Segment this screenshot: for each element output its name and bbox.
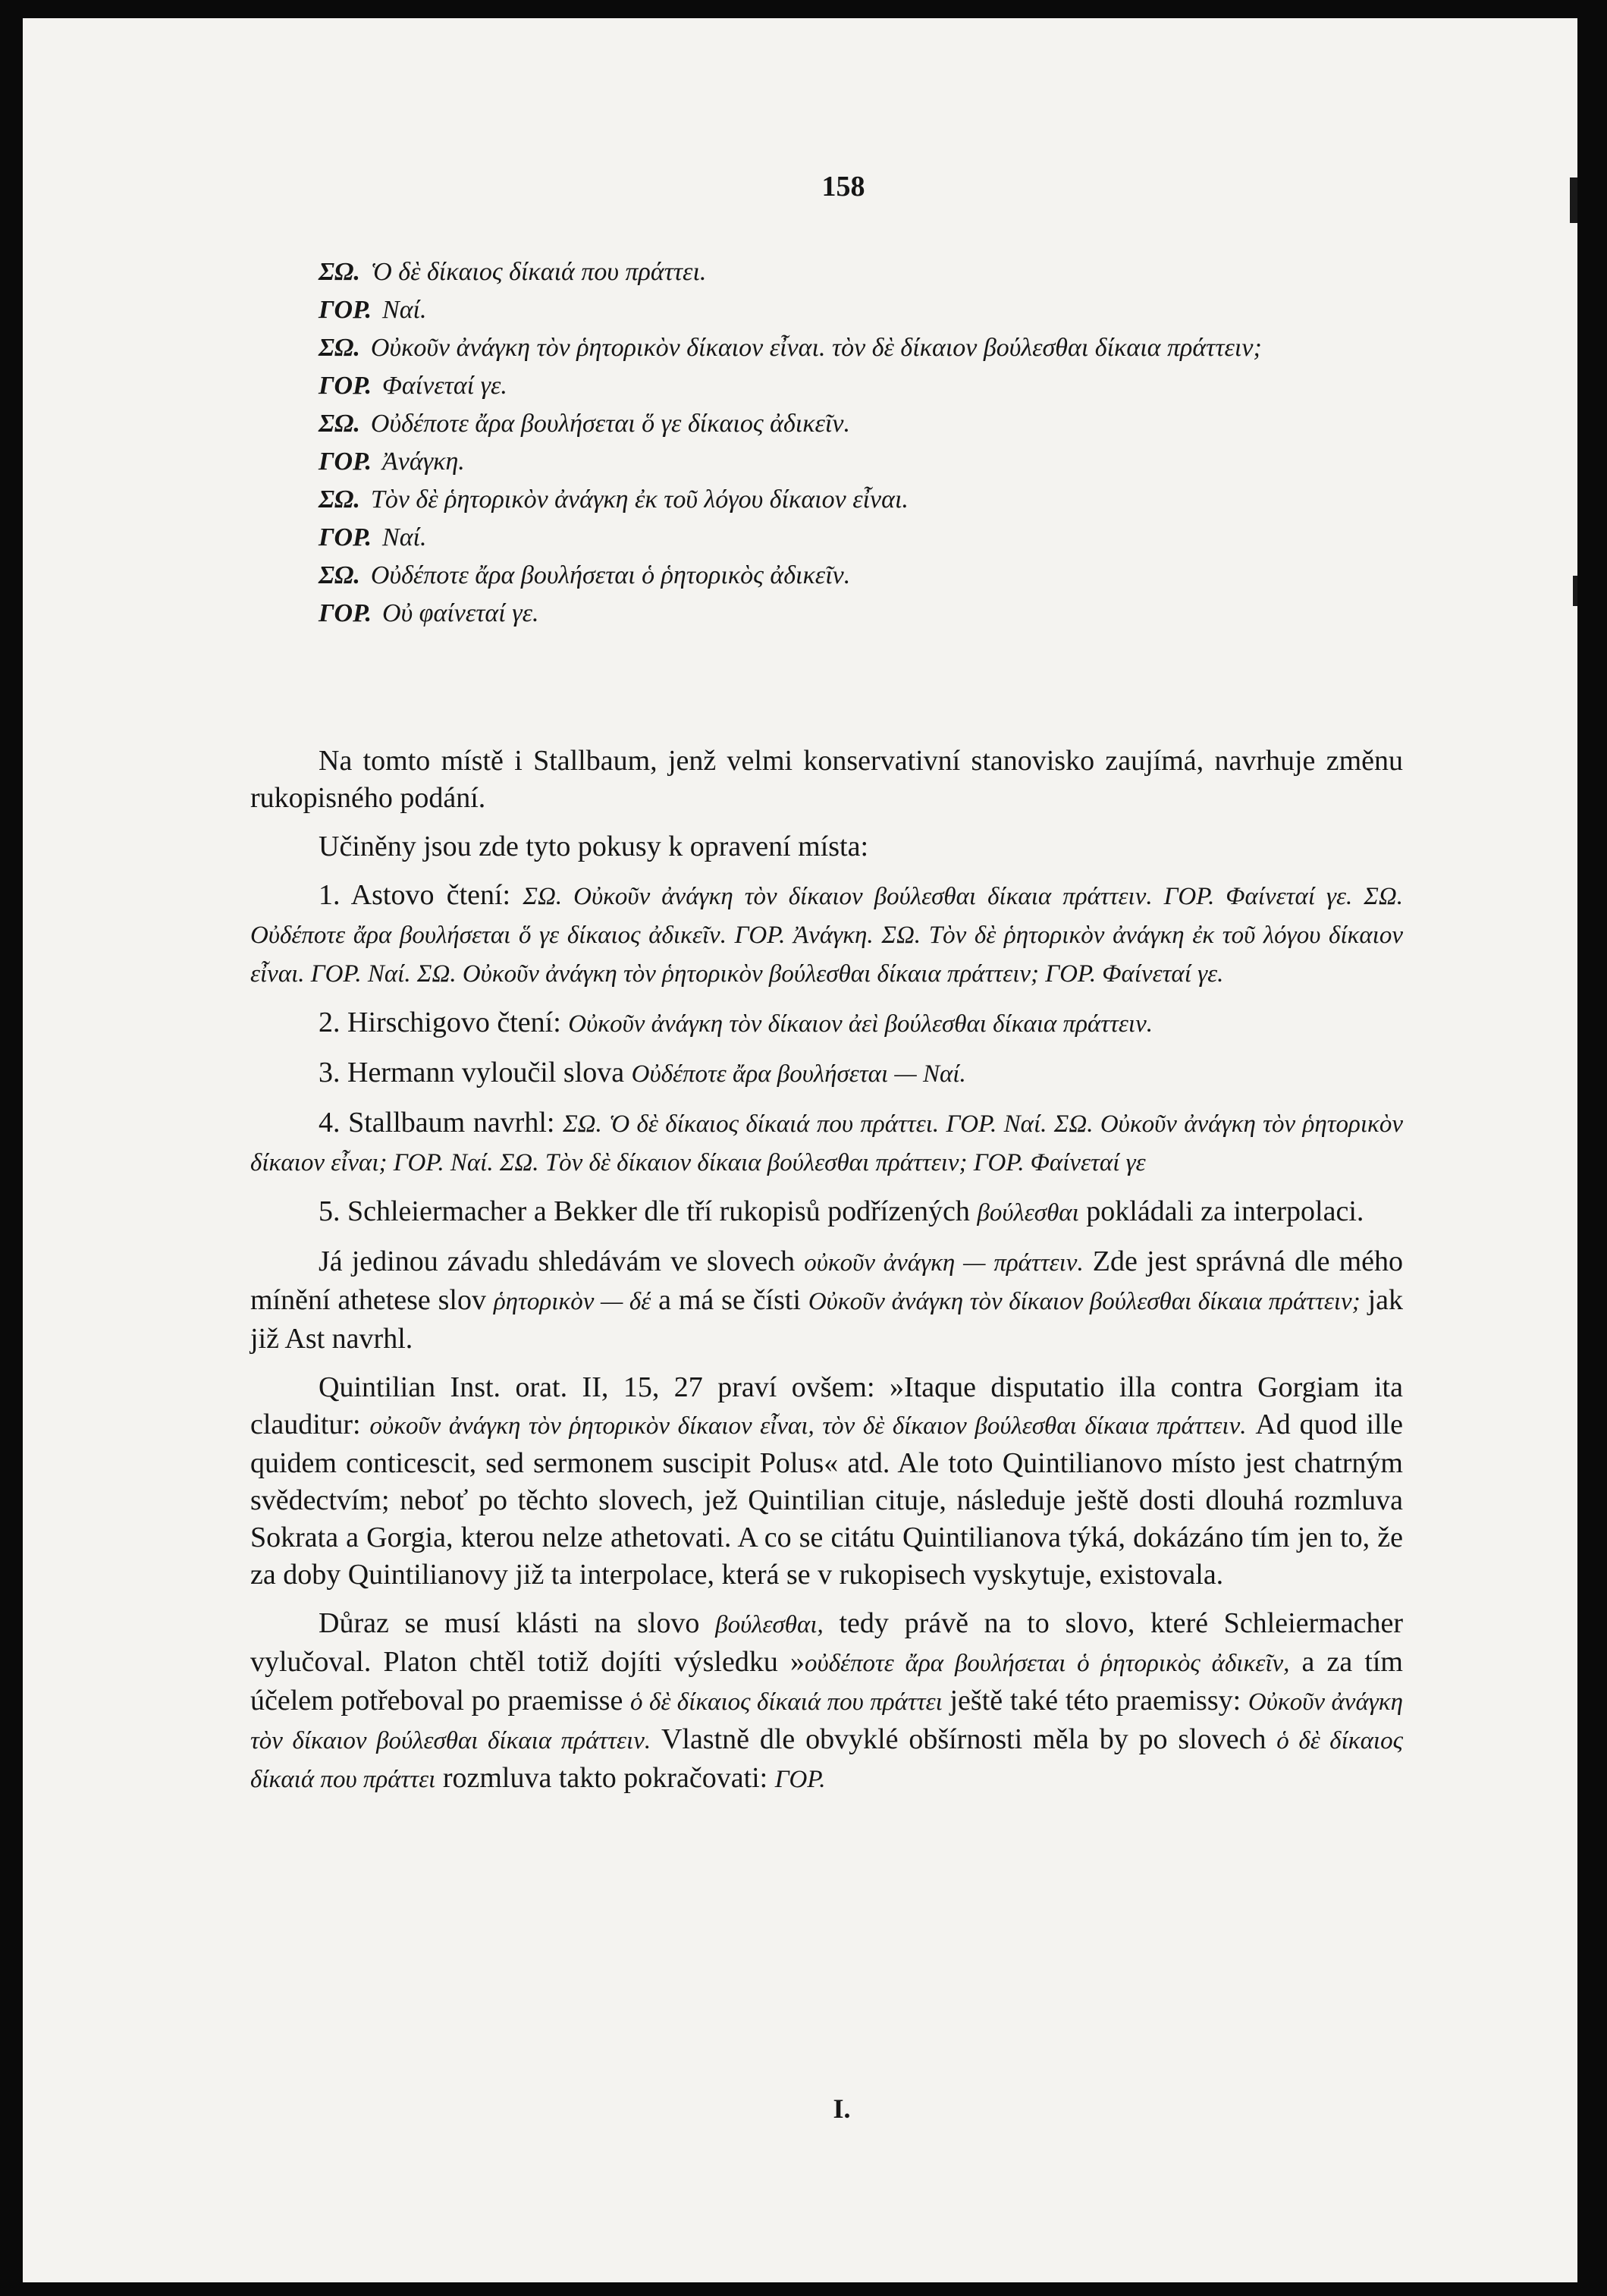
greek-quote: ΓΟΡ.	[774, 1766, 826, 1793]
paragraph	[250, 1004, 1403, 1043]
greek-quote: Οὐκοῦν ἀνάγκη τὸν δίκαιον ἀεὶ βούλεσθαι δίκαια πράττειν.	[568, 1010, 1153, 1038]
dialogue-text: Οὐ φαίνεταί γε.	[382, 599, 539, 627]
dialogue-text: Τὸν δὲ ῥητορικὸν ἀνάγκη ἐκ τοῦ λόγου δίκαιον εἶναι.	[370, 485, 909, 514]
paragraph	[250, 1104, 1403, 1182]
paragraph-text: Quintilian Inst. orat. II, 15, 27 praví ovšem: »Itaque disputatio illa contra Gorgiam ita clauditur:	[250, 1371, 1403, 1440]
dialogue-line	[250, 367, 1403, 405]
greek-quote: ῥητορικὸν — δέ	[493, 1288, 651, 1315]
dialogue-line	[250, 481, 1403, 519]
paragraph-text: ještě také této praemissy:	[942, 1685, 1248, 1717]
paragraph-text: 5. Schleiermacher a Bekker dle tří rukopisů podřízených	[319, 1195, 978, 1227]
greek-quote: οὐκοῦν ἀνάγκη τὸν ῥητορικὸν δίκαιον εἶναι, τὸν δὲ δίκαιον βούλεσθαι δίκαια πράττειν.	[369, 1412, 1247, 1440]
dialogue-text: Ναί.	[382, 296, 427, 324]
paragraph	[250, 1243, 1403, 1358]
speaker-label: ΓΟΡ.	[319, 448, 372, 476]
greek-quote: οὐδέποτε ἄρα βουλήσεται ὁ ῥητορικὸς ἀδικεῖν,	[804, 1650, 1290, 1677]
dialogue-text: Ἀνάγκη.	[382, 448, 465, 476]
speaker-label: ΣΩ.	[319, 410, 360, 438]
paragraph-text: pokládali za interpolaci.	[1078, 1195, 1364, 1227]
dialogue-text: Οὐκοῦν ἀνάγκη τὸν ῥητορικὸν δίκαιον εἶναι. τὸν δὲ δίκαιον βούλεσθαι δίκαια πράττειν;	[370, 334, 1262, 362]
paragraph-text: 4. Stallbaum navrhl:	[319, 1107, 563, 1139]
paragraph-text: tedy právě na to slovo, které Schleiermacher vylučoval. Platon chtěl totiž dojíti výsledku »	[250, 1607, 1403, 1678]
dialogue-text: Οὐδέποτε ἄρα βουλήσεται ὁ ῥητορικὸς ἀδικεῖν.	[370, 561, 851, 589]
scan-edge-shadow	[1573, 576, 1577, 606]
speaker-label: ΣΩ.	[319, 561, 360, 589]
greek-dialogue	[250, 253, 1403, 633]
paragraph-text: Ad quod ille quidem conticescit, sed sermonem suscipit Polus« atd. Ale toto Quintilianovo místo jest chatrným svědectvím; neboť po těchto slovech, jež Quintilian cituje, následuje ještě dosti dlouhá rozmluva Sokrata a Gorgia, kterou nelze athetovati. A co se citátu Quintilianova týká, dokázáno tím jen to, že za doby Quintilianovy již ta interpolace, která se v rukopisech vyskytuje, existovala.	[250, 1409, 1403, 1591]
speaker-label: ΣΩ.	[319, 334, 360, 362]
speaker-label: ΓΟΡ.	[319, 599, 372, 627]
dialogue-line	[250, 253, 1403, 291]
greek-quote: οὐκοῦν ἀνάγκη — πράττειν.	[804, 1249, 1084, 1277]
dialogue-line	[250, 519, 1403, 557]
greek-quote: ὁ δὲ δίκαιος δίκαιά που πράττει	[630, 1688, 943, 1716]
dialogue-line	[250, 443, 1403, 481]
document-page	[23, 18, 1577, 2282]
dialogue-line	[250, 405, 1403, 443]
paragraph-text: Učiněny jsou zde tyto pokusy k opravení místa:	[319, 831, 869, 862]
paragraph	[250, 828, 1403, 865]
paragraph-text: 3. Hermann vyloučil slova	[319, 1057, 632, 1088]
dialogue-text: Οὐδέποτε ἄρα βουλήσεται ὅ γε δίκαιος ἀδικεῖν.	[370, 410, 850, 438]
greek-quote: ὁ δὲ δίκαιος δίκαιά που πράττει	[250, 1727, 1403, 1793]
dialogue-text: Φαίνεταί γε.	[382, 372, 507, 400]
paragraph	[250, 743, 1403, 817]
greek-quote: Οὐκοῦν ἀνάγκη τὸν δίκαιον βούλεσθαι δίκαια πράττειν;	[808, 1288, 1361, 1315]
scan-edge-shadow	[1570, 177, 1577, 223]
paragraph-text: Zde jest správná dle mého mínění athetese slov	[250, 1245, 1403, 1316]
paragraph	[250, 877, 1403, 993]
speaker-label: ΓΟΡ.	[319, 372, 372, 400]
greek-quote: βούλεσθαι	[977, 1199, 1079, 1227]
paragraph-text: a má se čísti	[651, 1284, 808, 1316]
greek-quote: Οὐδέποτε ἄρα βουλήσεται — Ναί.	[631, 1060, 966, 1088]
dialogue-line	[250, 329, 1403, 367]
paragraph-text: jak již Ast navrhl.	[250, 1284, 1403, 1355]
paragraph-text: 2. Hirschigovo čtení:	[319, 1007, 569, 1038]
paragraph-text: Na tomto místě i Stallbaum, jenž velmi konservativní stanovisko zaujímá, navrhuje změnu rukopisného podání.	[250, 745, 1403, 814]
paragraph-text: Vlastně dle obvyklé obšírnosti měla by po slovech	[651, 1723, 1277, 1755]
speaker-label: ΣΩ.	[319, 485, 360, 514]
dialogue-line	[250, 595, 1403, 633]
paragraph	[250, 1369, 1403, 1594]
dialogue-text: Ναί.	[382, 523, 427, 551]
speaker-label: ΓΟΡ.	[319, 296, 372, 324]
greek-quote: Οὐκοῦν ἀνάγκη τὸν δίκαιον βούλεσθαι δίκαια πράττειν.	[250, 1688, 1403, 1754]
paragraph-text: Já jedinou závadu shledávám ve slovech	[319, 1245, 805, 1277]
signature-mark: I.	[833, 2093, 851, 2124]
paragraph	[250, 1054, 1403, 1093]
paragraph-text: a za tím účelem potřeboval po praemisse	[250, 1646, 1403, 1717]
dialogue-line	[250, 291, 1403, 329]
greek-quote: ΣΩ. Οὐκοῦν ἀνάγκη τὸν δίκαιον βούλεσθαι δίκαια πράττειν. ΓΟΡ. Φαίνεταί γε. ΣΩ. Οὐδέποτε ἄρα βουλήσεται ὅ γε δίκαιος ἀδικεῖν. ΓΟΡ. Ἀνάγκη. ΣΩ. Τὸν δὲ ῥητορικὸν ἀνάγκη ἐκ τοῦ λόγου δίκαιον εἶναι. ΓΟΡ. Ναί. ΣΩ. Οὐκοῦν ἀνάγκη τὸν ῥητορικὸν βούλεσθαι δίκαια πράττειν; ΓΟΡ. Φαίνεταί γε.	[250, 883, 1403, 988]
paragraph	[250, 1605, 1403, 1798]
page-number: 158	[821, 171, 865, 203]
dialogue-text: Ὁ δὲ δίκαιος δίκαιά που πράττει.	[370, 258, 707, 286]
paragraph-text: Důraz se musí klásti na slovo	[319, 1607, 716, 1639]
dialogue-line	[250, 557, 1403, 595]
speaker-label: ΣΩ.	[319, 258, 360, 286]
speaker-label: ΓΟΡ.	[319, 523, 372, 551]
paragraph-text: rozmluva takto pokračovati:	[435, 1762, 775, 1794]
greek-quote: βούλεσθαι,	[715, 1611, 824, 1638]
paragraph	[250, 1193, 1403, 1232]
commentary-text	[250, 743, 1403, 1810]
paragraph-text: 1. Astovo čtení:	[319, 879, 523, 911]
greek-quote: ΣΩ. Ὁ δὲ δίκαιος δίκαιά που πράττει. ΓΟΡ. Ναί. ΣΩ. Οὐκοῦν ἀνάγκη τὸν ῥητορικὸν δίκαιον εἶναι; ΓΟΡ. Ναί. ΣΩ. Τὸν δὲ δίκαιον δίκαια βούλεσθαι πράττειν; ΓΟΡ. Φαίνεταί γε	[250, 1110, 1403, 1176]
